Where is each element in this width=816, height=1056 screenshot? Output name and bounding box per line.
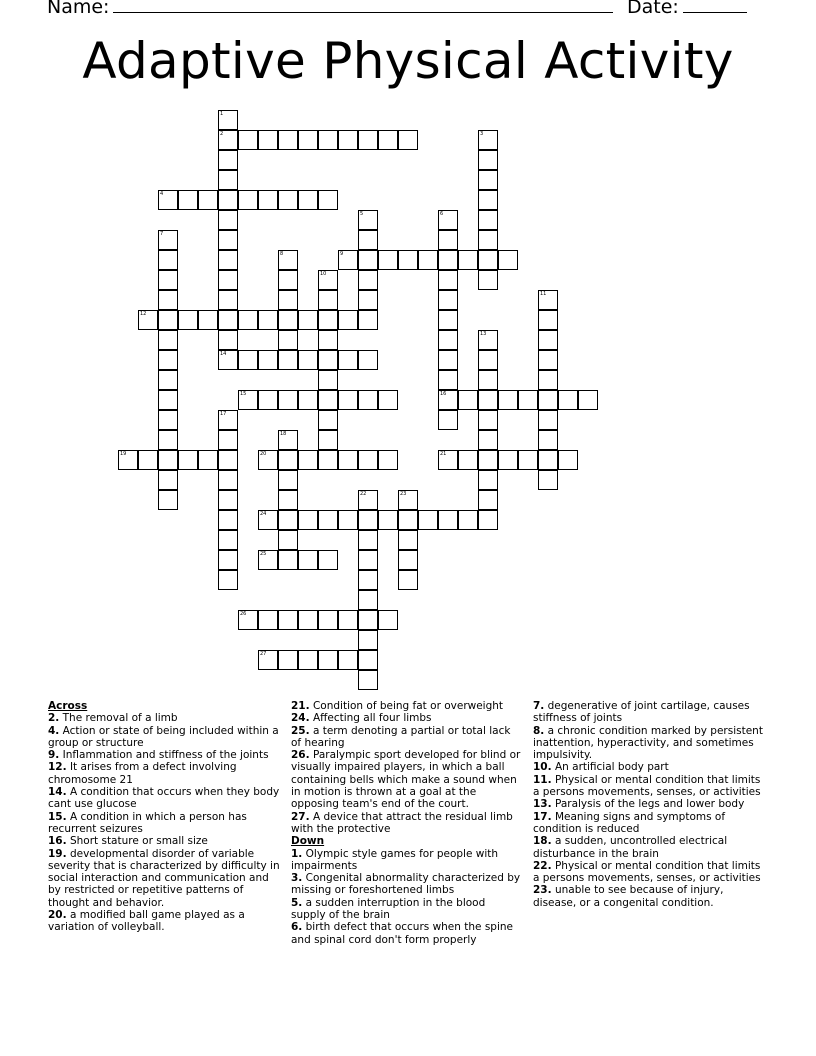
- crossword-cell[interactable]: [298, 550, 318, 570]
- clue-label: 15.: [48, 810, 67, 823]
- crossword-cell[interactable]: [398, 570, 418, 590]
- crossword-cell[interactable]: [318, 610, 338, 630]
- clue-text: degenerative of joint cartilage, causes stiffness of joints: [533, 700, 750, 725]
- crossword-cell[interactable]: [278, 310, 298, 330]
- clue-text: The removal of a limb: [62, 712, 178, 725]
- crossword-cell[interactable]: [218, 230, 238, 250]
- crossword-cell[interactable]: [478, 170, 498, 190]
- crossword-cell[interactable]: [218, 310, 238, 330]
- crossword-cell[interactable]: [518, 390, 538, 410]
- across-clue: [291, 712, 523, 724]
- crossword-cell[interactable]: [258, 130, 278, 150]
- down-clue: [533, 811, 765, 836]
- crossword-cell[interactable]: [378, 510, 398, 530]
- crossword-cell[interactable]: [358, 310, 378, 330]
- clue-text: Condition of being fat or overweight: [312, 700, 504, 712]
- crossword-cell[interactable]: [458, 510, 478, 530]
- crossword-cell[interactable]: [298, 310, 318, 330]
- crossword-cell[interactable]: [278, 510, 298, 530]
- crossword-cell[interactable]: [298, 130, 318, 150]
- crossword-cell[interactable]: [158, 370, 178, 390]
- crossword-cell[interactable]: [418, 510, 438, 530]
- down-clue: [533, 860, 765, 885]
- crossword-cell[interactable]: [558, 450, 578, 470]
- crossword-cell[interactable]: [378, 610, 398, 630]
- crossword-cell[interactable]: [158, 490, 178, 510]
- clue-number: 18: [280, 431, 287, 437]
- clue-label: 24.: [291, 712, 310, 725]
- clue-number: 22: [360, 491, 367, 497]
- crossword-cell[interactable]: [438, 350, 458, 370]
- clue-number: 20: [260, 451, 267, 457]
- crossword-cell[interactable]: [378, 130, 398, 150]
- clue-label: 3.: [291, 872, 303, 885]
- crossword-cell[interactable]: [338, 130, 358, 150]
- crossword-cell[interactable]: [378, 390, 398, 410]
- clue-label: 6.: [291, 921, 303, 934]
- across-clue: [48, 761, 280, 786]
- crossword-cell[interactable]: [318, 290, 338, 310]
- crossword-cell[interactable]: [238, 310, 258, 330]
- crossword-cell[interactable]: [158, 450, 178, 470]
- clue-text: A condition in which a person has recurrent seizures: [48, 810, 247, 835]
- clue-label: 14.: [48, 786, 67, 799]
- page-title: Adaptive Physical Activity: [82, 32, 734, 90]
- crossword-cell[interactable]: [478, 390, 498, 410]
- down-heading: Down: [291, 835, 325, 848]
- clue-number: 6: [440, 211, 444, 217]
- crossword-cell[interactable]: [358, 290, 378, 310]
- crossword-cell[interactable]: [438, 370, 458, 390]
- crossword-cell[interactable]: [278, 550, 298, 570]
- crossword-cell[interactable]: [418, 250, 438, 270]
- clue-label: 25.: [291, 724, 310, 737]
- across-heading: Across: [48, 700, 88, 712]
- clue-number: 12: [140, 311, 147, 317]
- crossword-cell[interactable]: [478, 470, 498, 490]
- crossword-cell[interactable]: [378, 250, 398, 270]
- crossword-cell[interactable]: [218, 210, 238, 230]
- across-clue: [291, 811, 523, 836]
- crossword-cell[interactable]: [158, 390, 178, 410]
- crossword-cell[interactable]: [278, 350, 298, 370]
- crossword-cell[interactable]: [318, 410, 338, 430]
- crossword-cell[interactable]: [178, 310, 198, 330]
- crossword-cell[interactable]: [358, 230, 378, 250]
- crossword-cell[interactable]: [258, 190, 278, 210]
- crossword-cell[interactable]: [378, 450, 398, 470]
- clue-text: Affecting all four limbs: [312, 712, 432, 725]
- name-label: Name:: [47, 0, 110, 18]
- crossword-cell[interactable]: [158, 310, 178, 330]
- clue-label: 4.: [48, 724, 60, 737]
- crossword-cell[interactable]: [298, 610, 318, 630]
- crossword-cell[interactable]: [358, 670, 378, 690]
- clue-label: 11.: [533, 773, 552, 786]
- crossword-cell[interactable]: [478, 410, 498, 430]
- clue-text: a sudden, uncontrolled electrical disturbance in the brain: [533, 835, 728, 860]
- crossword-cell[interactable]: [338, 390, 358, 410]
- crossword-cell[interactable]: [218, 430, 238, 450]
- clue-text: a modified ball game played as a variation of volleyball.: [48, 909, 245, 934]
- crossword-cell[interactable]: [358, 530, 378, 550]
- clues-column-1: [48, 700, 280, 934]
- clue-label: 5.: [291, 896, 303, 909]
- crossword-cell[interactable]: [338, 650, 358, 670]
- crossword-cell[interactable]: [258, 310, 278, 330]
- across-clue: [291, 725, 523, 750]
- crossword-cell[interactable]: [358, 550, 378, 570]
- clue-text: Inflammation and stiffness of the joints: [62, 749, 269, 762]
- crossword-cell[interactable]: [278, 270, 298, 290]
- crossword-cell[interactable]: [538, 410, 558, 430]
- across-clue: [48, 725, 280, 750]
- crossword-cell[interactable]: [198, 190, 218, 210]
- crossword-cell[interactable]: [398, 250, 418, 270]
- across-clue: [48, 712, 280, 724]
- crossword-cell[interactable]: [458, 390, 478, 410]
- crossword-cell[interactable]: [478, 430, 498, 450]
- down-clue: [533, 835, 765, 860]
- clue-number: 10: [320, 271, 327, 277]
- crossword-cell[interactable]: [318, 390, 338, 410]
- crossword-cell[interactable]: [318, 450, 338, 470]
- crossword-cell[interactable]: [478, 450, 498, 470]
- crossword-cell[interactable]: [278, 650, 298, 670]
- clue-number: 3: [480, 131, 484, 137]
- crossword-cell[interactable]: [238, 130, 258, 150]
- clue-number: 23: [400, 491, 407, 497]
- crossword-cell[interactable]: [538, 350, 558, 370]
- clue-text: Paralysis of the legs and lower body: [554, 798, 745, 811]
- clue-label: 1.: [291, 847, 303, 860]
- crossword-cell[interactable]: [478, 510, 498, 530]
- crossword-cell[interactable]: [358, 510, 378, 530]
- down-clue: [533, 798, 765, 810]
- crossword-cell[interactable]: [518, 450, 538, 470]
- crossword-cell[interactable]: [538, 370, 558, 390]
- across-clue: [48, 749, 280, 761]
- crossword-cell[interactable]: [478, 370, 498, 390]
- clue-label: 19.: [48, 847, 67, 860]
- down-clue: [291, 921, 523, 946]
- crossword-cell[interactable]: [318, 130, 338, 150]
- crossword-cell[interactable]: [538, 470, 558, 490]
- crossword-cell[interactable]: [478, 250, 498, 270]
- crossword-cell[interactable]: [298, 390, 318, 410]
- clue-text: developmental disorder of variable severity that is characterized by difficulty in social interaction and communication and by restricted or repetitive patterns of thought and behavior.: [48, 847, 280, 909]
- crossword-cell[interactable]: [258, 350, 278, 370]
- crossword-cell[interactable]: [218, 190, 238, 210]
- crossword-cell[interactable]: [438, 250, 458, 270]
- crossword-cell[interactable]: [158, 250, 178, 270]
- clue-number: 16: [440, 391, 447, 397]
- crossword-cell[interactable]: [478, 210, 498, 230]
- crossword-cell[interactable]: [218, 470, 238, 490]
- clue-text: unable to see because of injury, disease, or a congenital condition.: [533, 884, 724, 909]
- crossword-cell[interactable]: [398, 130, 418, 150]
- down-clue: [291, 872, 523, 897]
- crossword-cell[interactable]: [438, 230, 458, 250]
- clue-label: 7.: [533, 700, 545, 712]
- clues-column-2: [291, 700, 523, 946]
- crossword-cell[interactable]: [218, 250, 238, 270]
- crossword-cell[interactable]: [478, 190, 498, 210]
- clue-number: 19: [120, 451, 127, 457]
- crossword-cell[interactable]: [318, 330, 338, 350]
- crossword-cell[interactable]: [358, 250, 378, 270]
- crossword-cell[interactable]: [218, 290, 238, 310]
- crossword-cell[interactable]: [438, 330, 458, 350]
- clue-text: Paralympic sport developed for blind or visually impaired players, in which a ball containing bells which make a sound when in motion is thrown at a goal at the opposing team's end of the court.: [291, 749, 521, 811]
- crossword-cell[interactable]: [158, 430, 178, 450]
- date-label: Date:: [627, 0, 679, 18]
- clue-label: 16.: [48, 835, 67, 848]
- clue-text: A condition that occurs when they body cant use glucose: [48, 786, 280, 811]
- crossword-cell[interactable]: [158, 330, 178, 350]
- crossword-cell[interactable]: [278, 130, 298, 150]
- crossword-cell[interactable]: [258, 390, 278, 410]
- clue-text: Short stature or small size: [69, 835, 208, 848]
- crossword-cell[interactable]: [358, 610, 378, 630]
- clue-number: 2: [220, 131, 224, 137]
- crossword-cell[interactable]: [538, 330, 558, 350]
- crossword-cell[interactable]: [158, 290, 178, 310]
- clue-number: 24: [260, 511, 267, 517]
- crossword-cell[interactable]: [358, 590, 378, 610]
- crossword-cell[interactable]: [318, 310, 338, 330]
- crossword-cell[interactable]: [458, 250, 478, 270]
- clue-label: 9.: [48, 749, 60, 762]
- clue-number: 11: [540, 291, 547, 297]
- clue-text: a sudden interruption in the blood supply of the brain: [291, 896, 486, 922]
- crossword-cell[interactable]: [338, 310, 358, 330]
- crossword-cell[interactable]: [218, 150, 238, 170]
- clue-text: Action or state of being included within a group or structure: [48, 724, 279, 749]
- clue-number: 13: [480, 331, 487, 337]
- clue-text: a term denoting a partial or total lack of hearing: [291, 724, 511, 749]
- crossword-cell[interactable]: [458, 450, 478, 470]
- down-clue: [533, 761, 765, 773]
- crossword-cell[interactable]: [218, 490, 238, 510]
- down-clue: [291, 848, 523, 873]
- across-clue: [48, 835, 280, 847]
- crossword-cell[interactable]: [498, 250, 518, 270]
- clues-column-3: [533, 700, 765, 909]
- crossword-cell[interactable]: [478, 490, 498, 510]
- crossword-cell[interactable]: [158, 410, 178, 430]
- across-clue: [48, 848, 280, 909]
- clue-text: birth defect that occurs when the spine and spinal cord don't form properly: [291, 921, 514, 946]
- clue-number: 27: [260, 651, 267, 657]
- crossword-cell[interactable]: [218, 510, 238, 530]
- clue-label: 18.: [533, 835, 552, 848]
- crossword-cell[interactable]: [478, 230, 498, 250]
- crossword-cell[interactable]: [538, 390, 558, 410]
- down-clue: [291, 897, 523, 922]
- clue-number: 7: [160, 231, 164, 237]
- crossword-cell[interactable]: [338, 510, 358, 530]
- crossword-cell[interactable]: [478, 150, 498, 170]
- crossword-cell[interactable]: [318, 550, 338, 570]
- clue-label: 23.: [533, 884, 552, 897]
- crossword-cell[interactable]: [258, 610, 278, 630]
- clue-label: 8.: [533, 724, 545, 737]
- crossword-cell[interactable]: [218, 530, 238, 550]
- crossword-cell[interactable]: [278, 530, 298, 550]
- crossword-cell[interactable]: [478, 270, 498, 290]
- crossword-cell[interactable]: [358, 630, 378, 650]
- crossword-cell[interactable]: [318, 190, 338, 210]
- across-clue: [48, 811, 280, 836]
- clue-number: 5: [360, 211, 364, 217]
- crossword-cell[interactable]: [438, 310, 458, 330]
- crossword-cell[interactable]: [138, 450, 158, 470]
- clue-text: A device that attract the residual limb with the protective: [291, 810, 513, 835]
- crossword-cell[interactable]: [158, 270, 178, 290]
- crossword-cell[interactable]: [298, 450, 318, 470]
- crossword-cell[interactable]: [438, 290, 458, 310]
- across-clue: [291, 749, 523, 810]
- clue-text: It arises from a defect involving chromosome 21: [48, 761, 237, 786]
- crossword-cell[interactable]: [318, 370, 338, 390]
- crossword-cell[interactable]: [318, 650, 338, 670]
- crossword-cell[interactable]: [538, 450, 558, 470]
- clue-number: 14: [220, 351, 227, 357]
- clue-label: 12.: [48, 761, 67, 774]
- crossword-cell[interactable]: [498, 390, 518, 410]
- crossword-cell[interactable]: [278, 470, 298, 490]
- down-clue: [533, 700, 765, 725]
- down-clue: [533, 725, 765, 762]
- clue-label: 27.: [291, 810, 310, 823]
- crossword-cell[interactable]: [298, 350, 318, 370]
- crossword-cell[interactable]: [278, 450, 298, 470]
- crossword-cell[interactable]: [538, 310, 558, 330]
- crossword-cell[interactable]: [218, 570, 238, 590]
- crossword-cell[interactable]: [438, 270, 458, 290]
- clue-number: 8: [280, 251, 284, 257]
- crossword-cell[interactable]: [338, 350, 358, 370]
- crossword-cell[interactable]: [178, 190, 198, 210]
- clue-number: 17: [220, 411, 227, 417]
- clue-label: 22.: [533, 859, 552, 872]
- clue-text: Physical or mental condition that limits a persons movements, senses, or activities: [533, 773, 761, 799]
- crossword-cell[interactable]: [278, 190, 298, 210]
- clue-number: 21: [440, 451, 447, 457]
- crossword-cell[interactable]: [358, 350, 378, 370]
- down-clue: [533, 884, 765, 909]
- crossword-cell[interactable]: [338, 450, 358, 470]
- clue-number: 26: [240, 611, 247, 617]
- clue-number: 9: [340, 251, 344, 257]
- clue-text: Meaning signs and symptoms of condition is reduced: [533, 810, 726, 835]
- crossword-cell[interactable]: [358, 450, 378, 470]
- crossword-cell[interactable]: [498, 450, 518, 470]
- crossword-cell[interactable]: [478, 350, 498, 370]
- down-clue: [533, 774, 765, 799]
- clue-text: a chronic condition marked by persistent inattention, hyperactivity, and sometimes impulsivity.: [533, 724, 763, 762]
- crossword-cell[interactable]: [158, 470, 178, 490]
- crossword-cell[interactable]: [238, 190, 258, 210]
- crossword-cell[interactable]: [298, 510, 318, 530]
- clue-number: 15: [240, 391, 247, 397]
- crossword-cell[interactable]: [318, 350, 338, 370]
- clue-text: Olympic style games for people with impairments: [291, 847, 499, 872]
- crossword-cell[interactable]: [298, 650, 318, 670]
- clue-label: 20.: [48, 909, 67, 922]
- crossword-cell[interactable]: [198, 450, 218, 470]
- crossword-cell[interactable]: [278, 330, 298, 350]
- crossword-cell[interactable]: [178, 450, 198, 470]
- crossword-cell[interactable]: [278, 390, 298, 410]
- crossword-cell[interactable]: [238, 350, 258, 370]
- crossword-cell[interactable]: [198, 310, 218, 330]
- crossword-cell[interactable]: [218, 550, 238, 570]
- crossword-cell[interactable]: [338, 610, 358, 630]
- crossword-cell[interactable]: [218, 270, 238, 290]
- clue-number: 25: [260, 551, 267, 557]
- crossword-cell[interactable]: [318, 510, 338, 530]
- clue-label: 2.: [48, 712, 60, 725]
- clue-text: An artificial body part: [554, 761, 669, 774]
- crossword-cell[interactable]: [438, 410, 458, 430]
- crossword-cell[interactable]: [278, 610, 298, 630]
- clue-number: 1: [220, 111, 224, 117]
- clue-label: 26.: [291, 749, 310, 762]
- clue-text: Congenital abnormality characterized by missing or foreshortened limbs: [291, 872, 521, 897]
- crossword-cell[interactable]: [578, 390, 598, 410]
- crossword-cell[interactable]: [398, 530, 418, 550]
- crossword-cell[interactable]: [538, 430, 558, 450]
- crossword-cell[interactable]: [358, 650, 378, 670]
- crossword-cell[interactable]: [298, 190, 318, 210]
- crossword-cell[interactable]: [278, 490, 298, 510]
- crossword-cell[interactable]: [358, 270, 378, 290]
- crossword-cell[interactable]: [398, 510, 418, 530]
- across-clue: [291, 700, 523, 712]
- across-clue: [48, 786, 280, 811]
- crossword-cell[interactable]: [558, 390, 578, 410]
- crossword-cell[interactable]: [278, 290, 298, 310]
- clue-label: 17.: [533, 810, 552, 823]
- clue-label: 21.: [291, 700, 310, 712]
- crossword-cell[interactable]: [318, 430, 338, 450]
- across-clue: [48, 909, 280, 934]
- clue-label: 13.: [533, 798, 552, 811]
- crossword-cell[interactable]: [158, 350, 178, 370]
- crossword-cell[interactable]: [358, 130, 378, 150]
- clue-text: Physical or mental condition that limits a persons movements, senses, or activities: [533, 859, 761, 885]
- crossword-cell[interactable]: [218, 450, 238, 470]
- crossword-cell[interactable]: [438, 510, 458, 530]
- clue-label: 10.: [533, 761, 552, 774]
- crossword-cell[interactable]: [358, 570, 378, 590]
- crossword-cell[interactable]: [358, 390, 378, 410]
- clue-number: 4: [160, 191, 164, 197]
- crossword-cell[interactable]: [398, 550, 418, 570]
- crossword-cell[interactable]: [218, 170, 238, 190]
- crossword-cell[interactable]: [218, 330, 238, 350]
